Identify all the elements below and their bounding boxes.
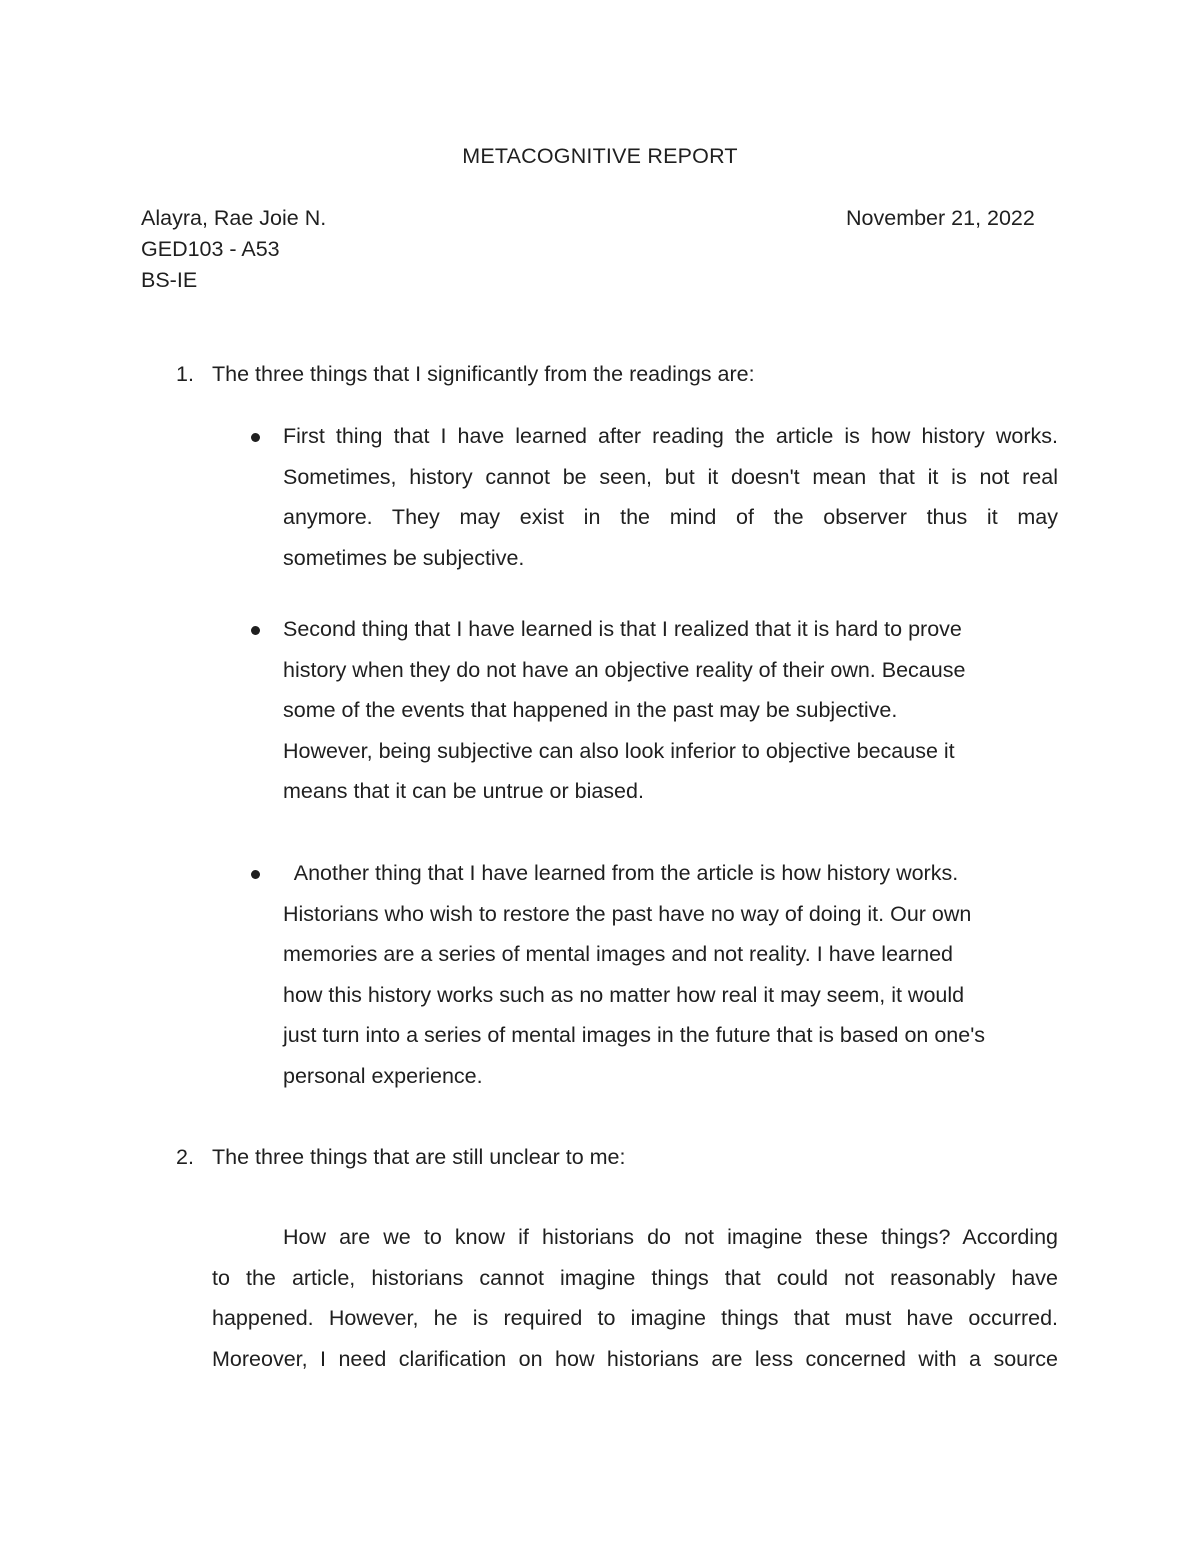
bullet-1-line: anymore. They may exist in the mind of the observer thus it may	[283, 505, 1058, 529]
bullet-3-line: just turn into a series of mental images in the future that is based on one's	[283, 1023, 986, 1047]
bullet-1-line: sometimes be subjective.	[283, 545, 525, 570]
bullet-3-text	[283, 853, 1058, 1096]
bullet-icon	[251, 626, 260, 635]
bullet-icon	[251, 870, 260, 879]
course-code: GED103 - A53	[141, 237, 280, 261]
bullet-3-line: how this history works such as no matter how real it may seem, it would	[283, 982, 965, 1007]
bullet-2-text	[283, 609, 1058, 812]
author-name: Alayra, Rae Joie N.	[141, 206, 327, 230]
bullet-2-line: means that it can be untrue or biased.	[283, 779, 644, 803]
bullet-1-line: First thing that I have learned after reading the article is how history works.	[283, 424, 1058, 448]
bullet-1-line: Sometimes, history cannot be seen, but it doesn't mean that it is not real	[283, 464, 1058, 489]
bullet-icon	[251, 433, 260, 442]
program-name: BS-IE	[141, 268, 198, 292]
paragraph-line: to the article, historians cannot imagine things that could not reasonably have	[212, 1265, 1058, 1290]
bullet-3-line: Historians who wish to restore the past have no way of doing it. Our own	[283, 901, 972, 926]
paragraph-line: happened. However, he is required to imagine things that must have occurred.	[212, 1306, 1058, 1330]
section-2-paragraph	[212, 1217, 1058, 1379]
bullet-3-line: personal experience.	[283, 1063, 483, 1088]
section-2-number: 2.	[176, 1145, 194, 1169]
paragraph-line: Moreover, I need clarification on how historians are less concerned with a source	[212, 1346, 1058, 1371]
section-2-heading: The three things that are still unclear to me:	[212, 1145, 626, 1169]
bullet-1-text	[283, 416, 1058, 578]
paragraph-line: How are we to know if historians do not imagine these things? According	[283, 1225, 1058, 1249]
bullet-2-line: history when they do not have an objective reality of their own. Because	[283, 657, 966, 682]
bullet-2-line: Second thing that I have learned is that I realized that it is hard to prove	[283, 617, 962, 641]
section-1-heading: The three things that I significantly from the readings are:	[212, 362, 755, 386]
bullet-3-line: memories are a series of mental images and not reality. I have learned	[283, 942, 954, 966]
bullet-3-line: Another thing that I have learned from the article is how history works.	[283, 861, 959, 885]
report-date: November 21, 2022	[846, 206, 1035, 230]
page-title: METACOGNITIVE REPORT	[462, 144, 738, 168]
bullet-2-line: However, being subjective can also look inferior to objective because it	[283, 738, 955, 763]
bullet-2-line: some of the events that happened in the past may be subjective.	[283, 698, 898, 722]
section-1-number: 1.	[176, 362, 194, 386]
